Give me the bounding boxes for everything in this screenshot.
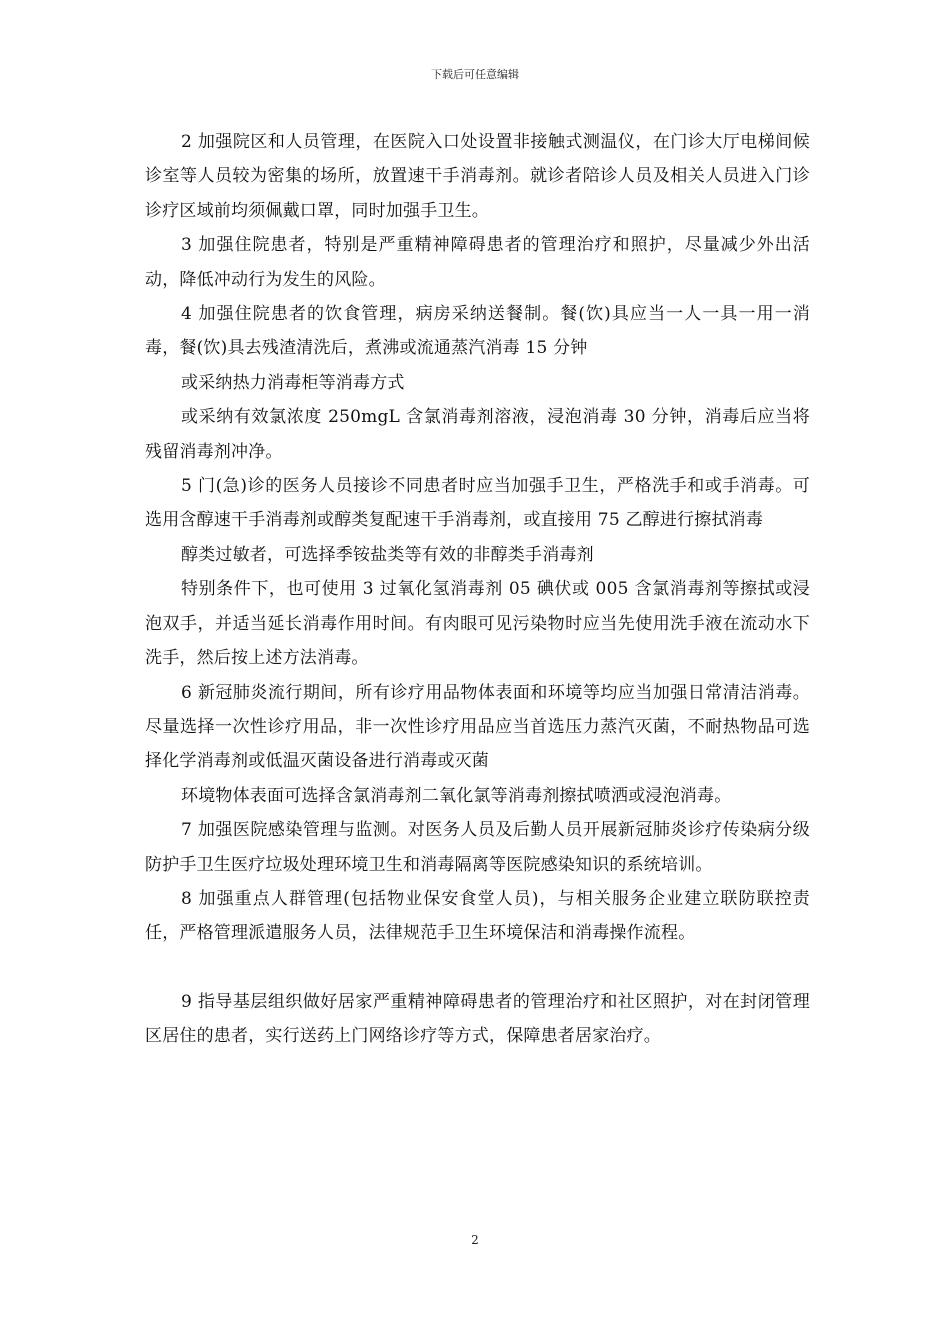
paragraph-5-cont-1: 醇类过敏者，可选择季铵盐类等有效的非醇类手消毒剂 [181,544,594,565]
paragraph-4-cont-1: 或采纳热力消毒柜等消毒方式 [181,372,405,393]
paragraph-3: 3 加强住院患者，特别是严重精神障碍患者的管理治疗和照护，尽量减少外出活动，降低冲动行为发生的风险。 [145,235,810,290]
paragraph-7: 7 加强医院感染管理与监测。对医务人员及后勤人员开展新冠肺炎诊疗传染病分级防护手卫生医疗垃圾处理环境卫生和消毒隔离等医院感染知识的系统培训。 [145,820,810,875]
paragraph-2: 2 加强院区和人员管理，在医院入口处设置非接触式测温仪，在门诊大厅电梯间候诊室等人员较为密集的场所，放置速干手消毒剂。就诊者陪诊人员及相关人员进入门诊诊疗区域前均须佩戴口罩，同时加强手卫生。 [145,132,810,221]
paragraph-9: 9 指导基层组织做好居家严重精神障碍患者的管理治疗和社区照护，对在封闭管理区居住的患者，实行送药上门网络诊疗等方式，保障患者居家治疗。 [145,991,810,1047]
paragraph-6-cont: 环境物体表面可选择含氯消毒剂二氧化氯等消毒剂擦拭喷洒或浸泡消毒。 [181,785,732,806]
paragraph-6: 6 新冠肺炎流行期间，所有诊疗用品物体表面和环境等均应当加强日常清洁消毒。尽量选择一次性诊疗用品，非一次性诊疗用品应当首选压力蒸汽灭菌，不耐热物品可选择化学消毒剂或低温灭菌设备进行消毒或灭菌 [145,682,810,772]
page-header: 下载后可任意编辑 [431,68,519,81]
page-number: 2 [471,1233,479,1247]
document-body [145,125,810,1054]
paragraph-gap [145,951,810,985]
paragraph-5: 5 门(急)诊的医务人员接诊不同患者时应当加强手卫生，严格洗手和或手消毒。可选用含醇速干手消毒剂或醇类复配速干手消毒剂，或直接用 75 乙醇进行擦拭消毒 [145,476,810,531]
paragraph-8: 8 加强重点人群管理(包括物业保安食堂人员)，与相关服务企业建立联防联控责任，严格管理派遣服务人员，法律规范手卫生环境保洁和消毒操作流程。 [145,888,810,944]
paragraph-4: 4 加强住院患者的饮食管理，病房采纳送餐制。餐(饮)具应当一人一具一用一消毒，餐(饮)具去残渣清洗后，煮沸或流通蒸汽消毒 15 分钟 [145,304,810,359]
paragraph-5-cont-2: 特别条件下，也可使用 3 过氧化氢消毒剂 05 碘伏或 005 含氯消毒剂等擦拭或浸泡双手，并适当延长消毒作用时间。有肉眼可见污染物时应当先使用洗手液在流动水下洗手，然后按上述方法消毒。 [145,579,810,669]
paragraph-4-cont-2: 或采纳有效氯浓度 250mgL 含氯消毒剂溶液，浸泡消毒 30 分钟，消毒后应当将残留消毒剂冲净。 [145,407,810,462]
